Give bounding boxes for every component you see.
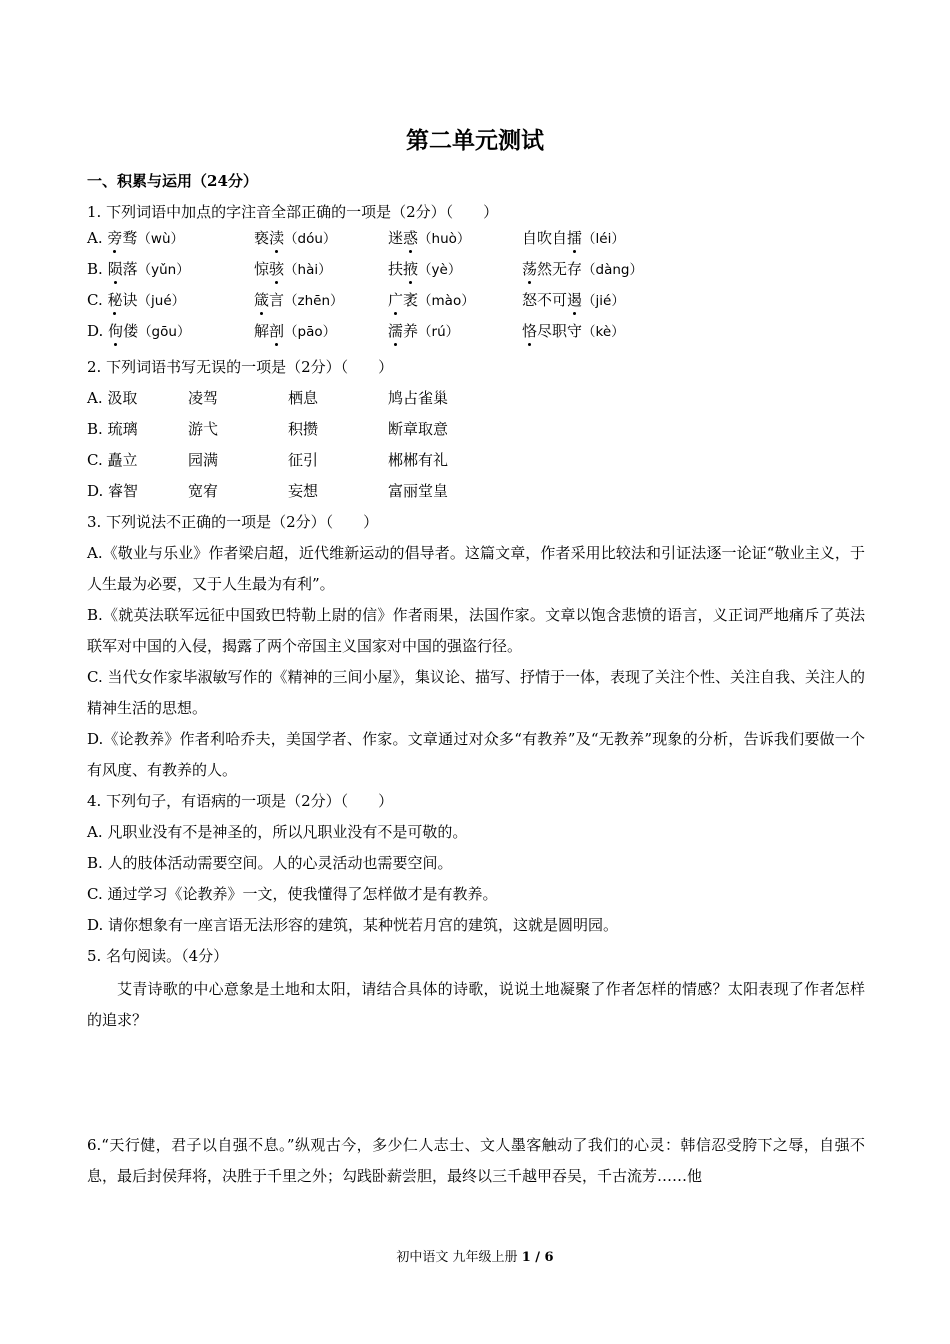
q4-option-b: B. 人的肢体活动需要空间。人的心灵活动也需要空间。 [87,854,453,872]
word: 鸠占雀巢 [388,389,449,407]
page-title: 第二单元测试 [406,127,544,154]
q1-stem: 1. 下列词语中加点的字注音全部正确的一项是（2分）（ ） [87,203,499,221]
q3-stem: 3. 下列说法不正确的一项是（2分）（ ） [87,513,379,531]
q1-option-d-word [254,321,336,342]
word: 断章取意 [388,420,449,438]
q2-stem: 2. 下列词语书写无误的一项是（2分）（ ） [87,358,394,376]
dotted-character: 遏 [567,291,583,309]
q2-option-d-word [87,481,138,501]
q1-option-d-word [388,321,459,342]
word-suffix: 言 [269,291,285,309]
word-prefix: 惊 [254,260,270,278]
q3-option-a: A.《敬业与乐业》作者梁启超，近代维新运动的倡导者。这篇文章，作者采用比较法和引证法逐一论证“敬业主义，于人生最为必要，又于人生最为有利”。 [87,544,865,593]
word: 睿智 [108,482,139,500]
q2-option-d-word [288,481,318,501]
dotted-character: 剖 [269,322,285,340]
dotted-character: 旁 [107,229,123,247]
word-prefix: 亵 [254,229,270,247]
pinyin: （léi） [582,231,625,247]
word: 征引 [288,451,319,469]
word: 妄想 [288,482,319,500]
q5-stem: 5. 名句阅读。（4分） [87,947,229,965]
word: 栖息 [288,389,319,407]
dotted-character: 擂 [567,229,583,247]
dotted-character: 恪 [522,322,538,340]
option-label: C. [87,451,103,469]
word: 园满 [188,451,219,469]
word: 游弋 [188,420,219,438]
pinyin: （dóu） [284,231,337,247]
pinyin: （dàng） [582,262,643,278]
word: 矗立 [107,451,138,469]
word-prefix: 怒不可 [522,291,568,309]
option-label: D. [87,482,104,500]
word-suffix: 偻 [123,322,139,340]
q6-text: 6.“天行健，君子以自强不息。”纵观古今，多少仁人志士、文人墨客触动了我们的心灵：韩信忍受胯下之辱，自强不息，最后封侯拜将，决胜于千里之外；勾践卧薪尝胆，最终以三千越甲吞吴，千古流芳……他 [87,1136,865,1185]
option-label: A. [87,389,103,407]
word-prefix: 迷 [388,229,404,247]
q2-option-b-word [87,419,138,439]
option-label: C. [87,291,108,309]
q1-option-c-word [388,290,475,311]
word-suffix: 诀 [122,291,138,309]
dotted-character: 骇 [269,260,285,278]
word: 汲取 [107,389,138,407]
word: 琉璃 [107,420,138,438]
pinyin: （jié） [582,293,625,309]
word-suffix: 尽职守 [537,322,583,340]
pinyin: （jué） [137,293,186,309]
q2-option-b-word [188,419,218,439]
pinyin: （yè） [418,262,462,278]
q5-text: 艾青诗歌的中心意象是土地和太阳，请结合具体的诗歌，说说土地凝聚了作者怎样的情感？太阳表现了作者怎样的追求？ [87,980,865,1029]
pinyin: （hài） [284,262,332,278]
q2-option-a-word [388,388,448,408]
q1-option-b-word [87,259,190,280]
dotted-character: 渎 [269,229,285,247]
q1-option-d-word [87,321,190,342]
q2-option-c-word [87,450,138,470]
q1-option-c-word [87,290,185,311]
page-number: 1 / 6 [521,1250,554,1265]
q2-option-a-word [87,388,137,408]
footer-text: 初中语文 九年级上册 [396,1250,522,1265]
pinyin: （gōu） [138,324,191,340]
word-prefix: 自吹自 [522,229,568,247]
dotted-character: 濡 [388,322,404,340]
q2-option-d-word [188,481,218,501]
dotted-character: 荡 [522,260,538,278]
page-footer [0,1246,950,1265]
option-label: B. [87,420,103,438]
word-suffix: 然无存 [537,260,583,278]
q2-option-b-word [288,419,318,439]
pinyin: （rú） [418,324,460,340]
q4-stem: 4. 下列句子，有语病的一项是（2分）（ ） [87,792,394,810]
q1-option-b-word [388,259,461,280]
q1-option-a-word [87,228,184,249]
word: 富丽堂皇 [388,482,449,500]
q1-option-d-word [522,321,625,342]
dotted-character: 惑 [403,229,419,247]
q2-option-c-word [388,450,448,470]
option-label: D. [87,322,109,340]
word: 凌驾 [188,389,219,407]
word-prefix: 解 [254,322,270,340]
q4-option-d: D. 请你想象有一座言语无法形容的建筑，某种恍若月宫的建筑，这就是圆明园。 [87,916,619,934]
q2-option-b-word [388,419,448,439]
q2-option-c-word [288,450,318,470]
option-label: A. [87,229,108,247]
word: 积攒 [288,420,319,438]
dotted-character: 陨 [107,260,123,278]
dotted-character: 广 [388,291,404,309]
pinyin: （zhēn） [284,293,344,309]
dotted-character: 佝 [108,322,124,340]
pinyin: （yǔn） [137,262,190,278]
word-suffix: 骛 [122,229,138,247]
q2-option-c-word [188,450,218,470]
dotted-character: 箴 [254,291,270,309]
word: 郴郴有礼 [388,451,449,469]
q1-option-a-word [388,228,470,249]
q2-option-a-word [188,388,218,408]
q3-option-c: C. 当代女作家毕淑敏写作的《精神的三间小屋》，集议论、描写、抒情于一体，表现了关注个性、关注自我、关注人的精神生活的思想。 [87,668,865,717]
q3-option-b: B.《就英法联军远征中国致巴特勒上尉的信》作者雨果，法国作家。文章以饱含悲愤的语言，义正词严地痛斥了英法联军对中国的入侵，揭露了两个帝国主义国家对中国的强盗行径。 [87,606,865,655]
q2-option-d-word [388,481,448,501]
q1-option-c-word [522,290,625,311]
word-suffix: 养 [403,322,419,340]
q2-option-a-word [288,388,318,408]
q4-option-c: C. 通过学习《论教养》一文，使我懂得了怎样做才是有教养。 [87,885,498,903]
q3-option-d: D.《论教养》作者利哈乔夫，美国学者、作家。文章通过对众多“有教养”及“无教养”现象的分析，告诉我们要做一个有风度、有教养的人。 [87,730,865,779]
q1-option-a-word [522,228,625,249]
q1-option-a-word [254,228,336,249]
pinyin: （pāo） [284,324,337,340]
pinyin: （mào） [418,293,475,309]
dotted-character: 秘 [107,291,123,309]
pinyin: （wù） [137,231,185,247]
q1-option-c-word [254,290,344,311]
word-suffix: 袤 [403,291,419,309]
option-label: B. [87,260,108,278]
q1-option-b-word [254,259,332,280]
q1-option-b-word [522,259,643,280]
pinyin: （huò） [418,231,471,247]
pinyin: （kè） [582,324,625,340]
section-heading: 一、积累与运用（24分） [87,172,258,190]
dotted-character: 掖 [403,260,419,278]
q4-option-a: A. 凡职业没有不是神圣的，所以凡职业没有不是可敬的。 [87,823,468,841]
word: 宽宥 [188,482,219,500]
word-prefix: 扶 [388,260,404,278]
word-suffix: 落 [122,260,138,278]
